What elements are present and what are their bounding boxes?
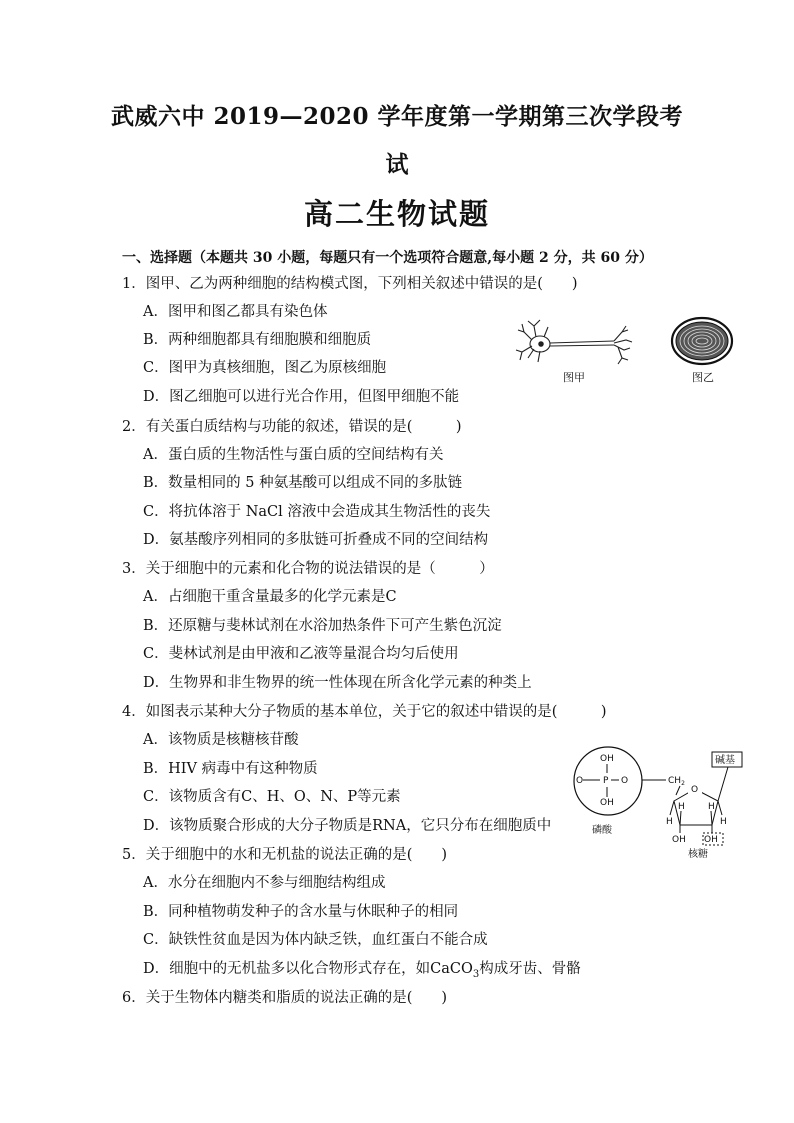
question-4-option-c: C．该物质含有C、H、O、N、P等元素 bbox=[143, 789, 401, 805]
nuc-phosphate-label: 磷酸 bbox=[592, 825, 612, 836]
question-3-option-d: D．生物界和非生物界的统一性体现在所含化学元素的种类上 bbox=[143, 675, 532, 691]
question-4-stem: 4．如图表示某种大分子物质的基本单位，关于它的叙述中错误的是( ) bbox=[122, 704, 607, 720]
question-1-stem: 1．图甲、乙为两种细胞的结构模式图，下列相关叙述中错误的是( ) bbox=[122, 276, 578, 292]
nuc-p: P bbox=[603, 776, 609, 786]
question-1-option-b: B．两种细胞都具有细胞膜和细胞质 bbox=[143, 332, 372, 348]
question-5-option-c: C．缺铁性贫血是因为体内缺乏铁，血红蛋白不能合成 bbox=[143, 932, 488, 948]
nuc-ch2: CH bbox=[668, 776, 682, 786]
question-2-option-a: A．蛋白质的生物活性与蛋白质的空间结构有关 bbox=[143, 447, 444, 463]
nuc-o-right: O bbox=[621, 776, 629, 786]
question-1-option-d: D．图乙细胞可以进行光合作用，但图甲细胞不能 bbox=[143, 389, 460, 405]
section-heading: 一、选择题（本题共 30 小题，每题只有一个选项符合题意,每小题 2 分，共 60 分） bbox=[122, 250, 653, 266]
nuc-h1: H bbox=[666, 817, 673, 827]
nuc-oh-left: OH bbox=[672, 835, 686, 845]
figure-yi-label: 图乙 bbox=[692, 371, 714, 384]
question-2-option-d: D．氨基酸序列相同的多肽链可折叠成不同的空间结构 bbox=[143, 532, 489, 548]
question-2-option-c: C．将抗体溶于 NaCl 溶液中会造成其生物活性的丧失 bbox=[143, 504, 491, 520]
question-6-stem: 6．关于生物体内糖类和脂质的说法正确的是( ) bbox=[122, 990, 448, 1006]
nucleotide-figure bbox=[570, 745, 770, 863]
question-1-option-a: A．图甲和图乙都具有染色体 bbox=[143, 304, 328, 320]
nuc-ring-o: O bbox=[691, 785, 699, 795]
exam-title-line2: 试 bbox=[385, 151, 409, 178]
question-5-option-d-text: D．细胞中的无机盐多以化合物形式存在，如 bbox=[143, 961, 431, 977]
question-3-option-a: A．占细胞干重含量最多的化学元素是C bbox=[143, 589, 397, 605]
nuc-ribose-label: 核糖 bbox=[688, 849, 708, 860]
question-2-option-b: B．数量相同的 5 种氨基酸可以组成不同的多肽链 bbox=[143, 475, 463, 491]
prokaryote-cell-figure bbox=[670, 316, 734, 366]
nuc-h2: H bbox=[720, 817, 727, 827]
chem-tail: 构成牙齿、骨骼 bbox=[479, 961, 581, 977]
neuron-figure bbox=[514, 318, 634, 368]
nuc-h3: H bbox=[678, 802, 685, 812]
question-5-stem: 5．关于细胞中的水和无机盐的说法正确的是( ) bbox=[122, 847, 448, 863]
question-3-stem: 3．关于细胞中的元素和化合物的说法错误的是（ ） bbox=[122, 561, 494, 577]
question-4-option-a: A．该物质是核糖核苷酸 bbox=[143, 732, 299, 748]
subject-title: 高二生物试题 bbox=[303, 197, 490, 231]
nuc-oh-top: OH bbox=[600, 754, 614, 764]
question-1-option-c: C．图甲为真核细胞，图乙为原核细胞 bbox=[143, 360, 387, 376]
question-5-option-b: B．同种植物萌发种子的含水量与休眠种子的相同 bbox=[143, 904, 459, 920]
figure-jia-label: 图甲 bbox=[563, 371, 585, 384]
nuc-ch2-sub: 2 bbox=[681, 780, 685, 787]
nuc-oh-right: OH bbox=[704, 835, 718, 845]
exam-title-line1: 武威六中 2019—2020 学年度第一学期第三次学段考 bbox=[110, 103, 684, 130]
question-4-option-b: B．HIV 病毒中有这种物质 bbox=[143, 761, 318, 777]
nuc-oh-bottom: OH bbox=[600, 798, 614, 808]
question-5-option-d bbox=[143, 960, 581, 984]
question-3-option-c: C．斐林试剂是由甲液和乙液等量混合均匀后使用 bbox=[143, 646, 459, 662]
nuc-h4: H bbox=[708, 802, 715, 812]
nuc-o-left: O bbox=[576, 776, 584, 786]
chem-formula: CaCO bbox=[430, 961, 473, 977]
question-5-option-a: A．水分在细胞内不参与细胞结构组成 bbox=[143, 875, 386, 891]
question-3-option-b: B．还原糖与斐林试剂在水浴加热条件下可产生紫色沉淀 bbox=[143, 618, 502, 634]
question-2-stem: 2．有关蛋白质结构与功能的叙述，错误的是( ) bbox=[122, 419, 462, 435]
question-4-option-d: D．该物质聚合形成的大分子物质是RNA，它只分布在细胞质中 bbox=[143, 818, 552, 834]
chem-subscript: 3 bbox=[472, 968, 480, 980]
nuc-base-label: 碱基 bbox=[715, 755, 735, 766]
svg-text:CH2 bbox=[668, 776, 685, 787]
